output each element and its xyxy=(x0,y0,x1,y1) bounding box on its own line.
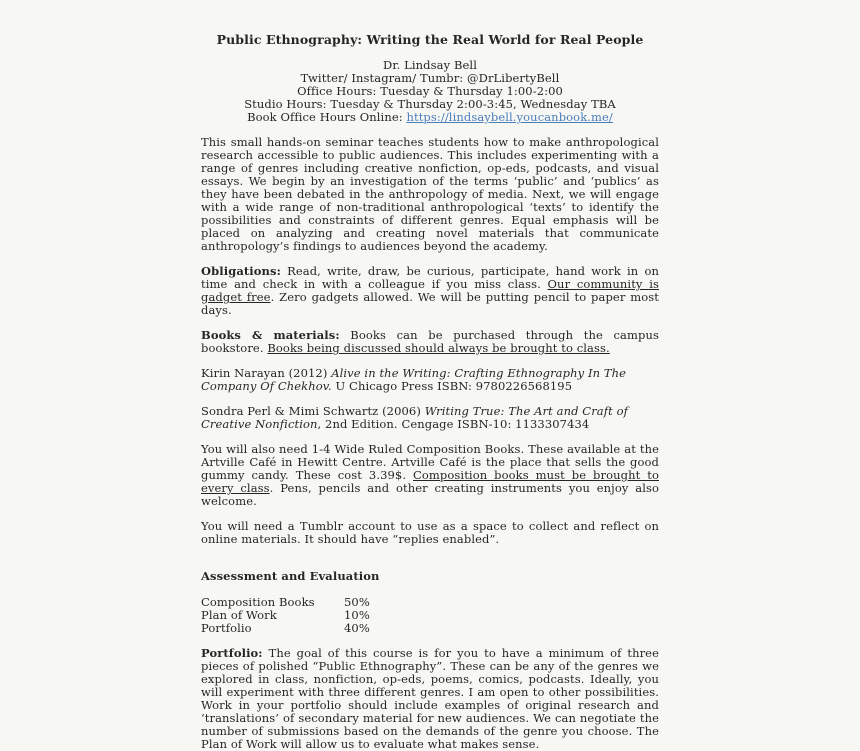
text-run: Composition books must be brought to every class xyxy=(201,468,659,495)
portfolio-paragraph xyxy=(201,647,659,751)
text-run: Writing True: The Art and Craft of Creative Nonfiction xyxy=(201,404,628,431)
assessment-item-label: Portfolio xyxy=(201,621,252,635)
text-run: . Zero gadgets allowed. We will be putting pencil to paper most days. xyxy=(201,290,659,317)
booking-line xyxy=(201,111,659,124)
book-citation-narayan xyxy=(201,367,659,393)
social-handles: Twitter/ Instagram/ Tumbr: @DrLibertyBell xyxy=(300,71,560,85)
text-run: , 2nd Edition. Cengage ISBN-10: 1133307434 xyxy=(317,417,590,431)
booking-url-link[interactable]: https://lindsaybell.youcanbook.me/ xyxy=(406,110,613,124)
text-run: Sondra Perl & Mimi Schwartz (2006) xyxy=(201,404,425,418)
text-run: The goal of this course is for you to have a minimum of three pieces of polished “Public Ethnography”. These can be any of the genres we explored in class, nonfiction, op-eds, poems, comics, podcasts. Ideally, you will experiment with three different genres. I am open to other possibilities. Work in your portfolio should include examples of original research and ‘translations’ of secondary material for new audiences. We can negotiate the number of submissions based on the demands of the genre you choose. The Plan of Work will allow us to evaluate what makes sense. xyxy=(201,646,659,751)
text-run: Alive in the Writing: Crafting Ethnography In The Company Of Chekhov. xyxy=(201,366,627,393)
course-description-paragraph xyxy=(201,136,659,253)
text-run: Portfolio: xyxy=(201,646,263,660)
instructor-name: Dr. Lindsay Bell xyxy=(383,58,477,72)
assessment-item-label: Composition Books xyxy=(201,595,315,609)
tumblr-account-paragraph xyxy=(201,520,659,546)
book-citation-perl-schwartz xyxy=(201,405,659,431)
assessment-heading: Assessment and Evaluation xyxy=(201,569,380,583)
text-run: Read, write, draw, be curious, participate, hand work in on time and check in with a colleague if you miss class. xyxy=(201,264,659,291)
obligations-paragraph xyxy=(201,265,659,317)
assessment-item-value: 10% xyxy=(344,608,370,622)
text-run: You will need a Tumblr account to use as a space to collect and reflect on online materials. It should have “replies enabled”. xyxy=(201,519,659,546)
assessment-item-value: 50% xyxy=(344,595,370,609)
text-run: Books can be purchased through the campus bookstore. xyxy=(201,328,659,355)
text-run: . Pens, pencils and other creating instruments you enjoy also welcome. xyxy=(201,481,659,508)
books-materials-paragraph xyxy=(201,329,659,355)
text-run: This small hands-on seminar teaches students how to make anthropological research accessible to public audiences. This includes experimenting with a range of genres including creative nonfiction, op-eds, podcasts, and visual essays. We begin by an investigation of the terms ‘public’ and ‘publics’ as they have been debated in the anthropology of media. Next, we will engage with a wide range of non-traditional anthropological ‘texts’ to identify the possibilities and constraints of different genres. Equal emphasis will be placed on analyzing and creating novel materials that communicate anthropology’s findings to audiences beyond the academy. xyxy=(201,135,659,253)
text-run: Obligations: xyxy=(201,264,281,278)
assessment-item-value: 40% xyxy=(344,621,370,635)
studio-hours: Studio Hours: Tuesday & Thursday 2:00-3:45, Wednesday TBA xyxy=(244,97,616,111)
text-run: Our community is gadget free xyxy=(201,277,659,304)
text-run: U Chicago Press ISBN: 9780226568195 xyxy=(331,379,573,393)
text-run: Book Office Hours Online: xyxy=(247,110,407,124)
text-run: Kirin Narayan (2012) xyxy=(201,366,332,380)
assessment-row xyxy=(201,622,659,635)
composition-books-paragraph xyxy=(201,443,659,508)
text-run: Books being discussed should always be brought to class. xyxy=(267,341,610,355)
page-title: Public Ethnography: Writing the Real World for Real People xyxy=(216,32,644,47)
assessment-row xyxy=(201,609,659,622)
syllabus-page xyxy=(201,0,659,751)
text-run: You will also need 1-4 Wide Ruled Composition Books. These available at the Artville Café in Hewitt Centre. Artville Café is the place that sells the good gummy candy. These cost 3.39$. xyxy=(201,442,659,482)
course-header-block xyxy=(201,59,659,124)
assessment-table xyxy=(201,596,659,635)
text-run: Books & materials: xyxy=(201,328,340,342)
assessment-item-label: Plan of Work xyxy=(201,608,277,622)
office-hours: Office Hours: Tuesday & Thursday 1:00-2:00 xyxy=(297,84,563,98)
